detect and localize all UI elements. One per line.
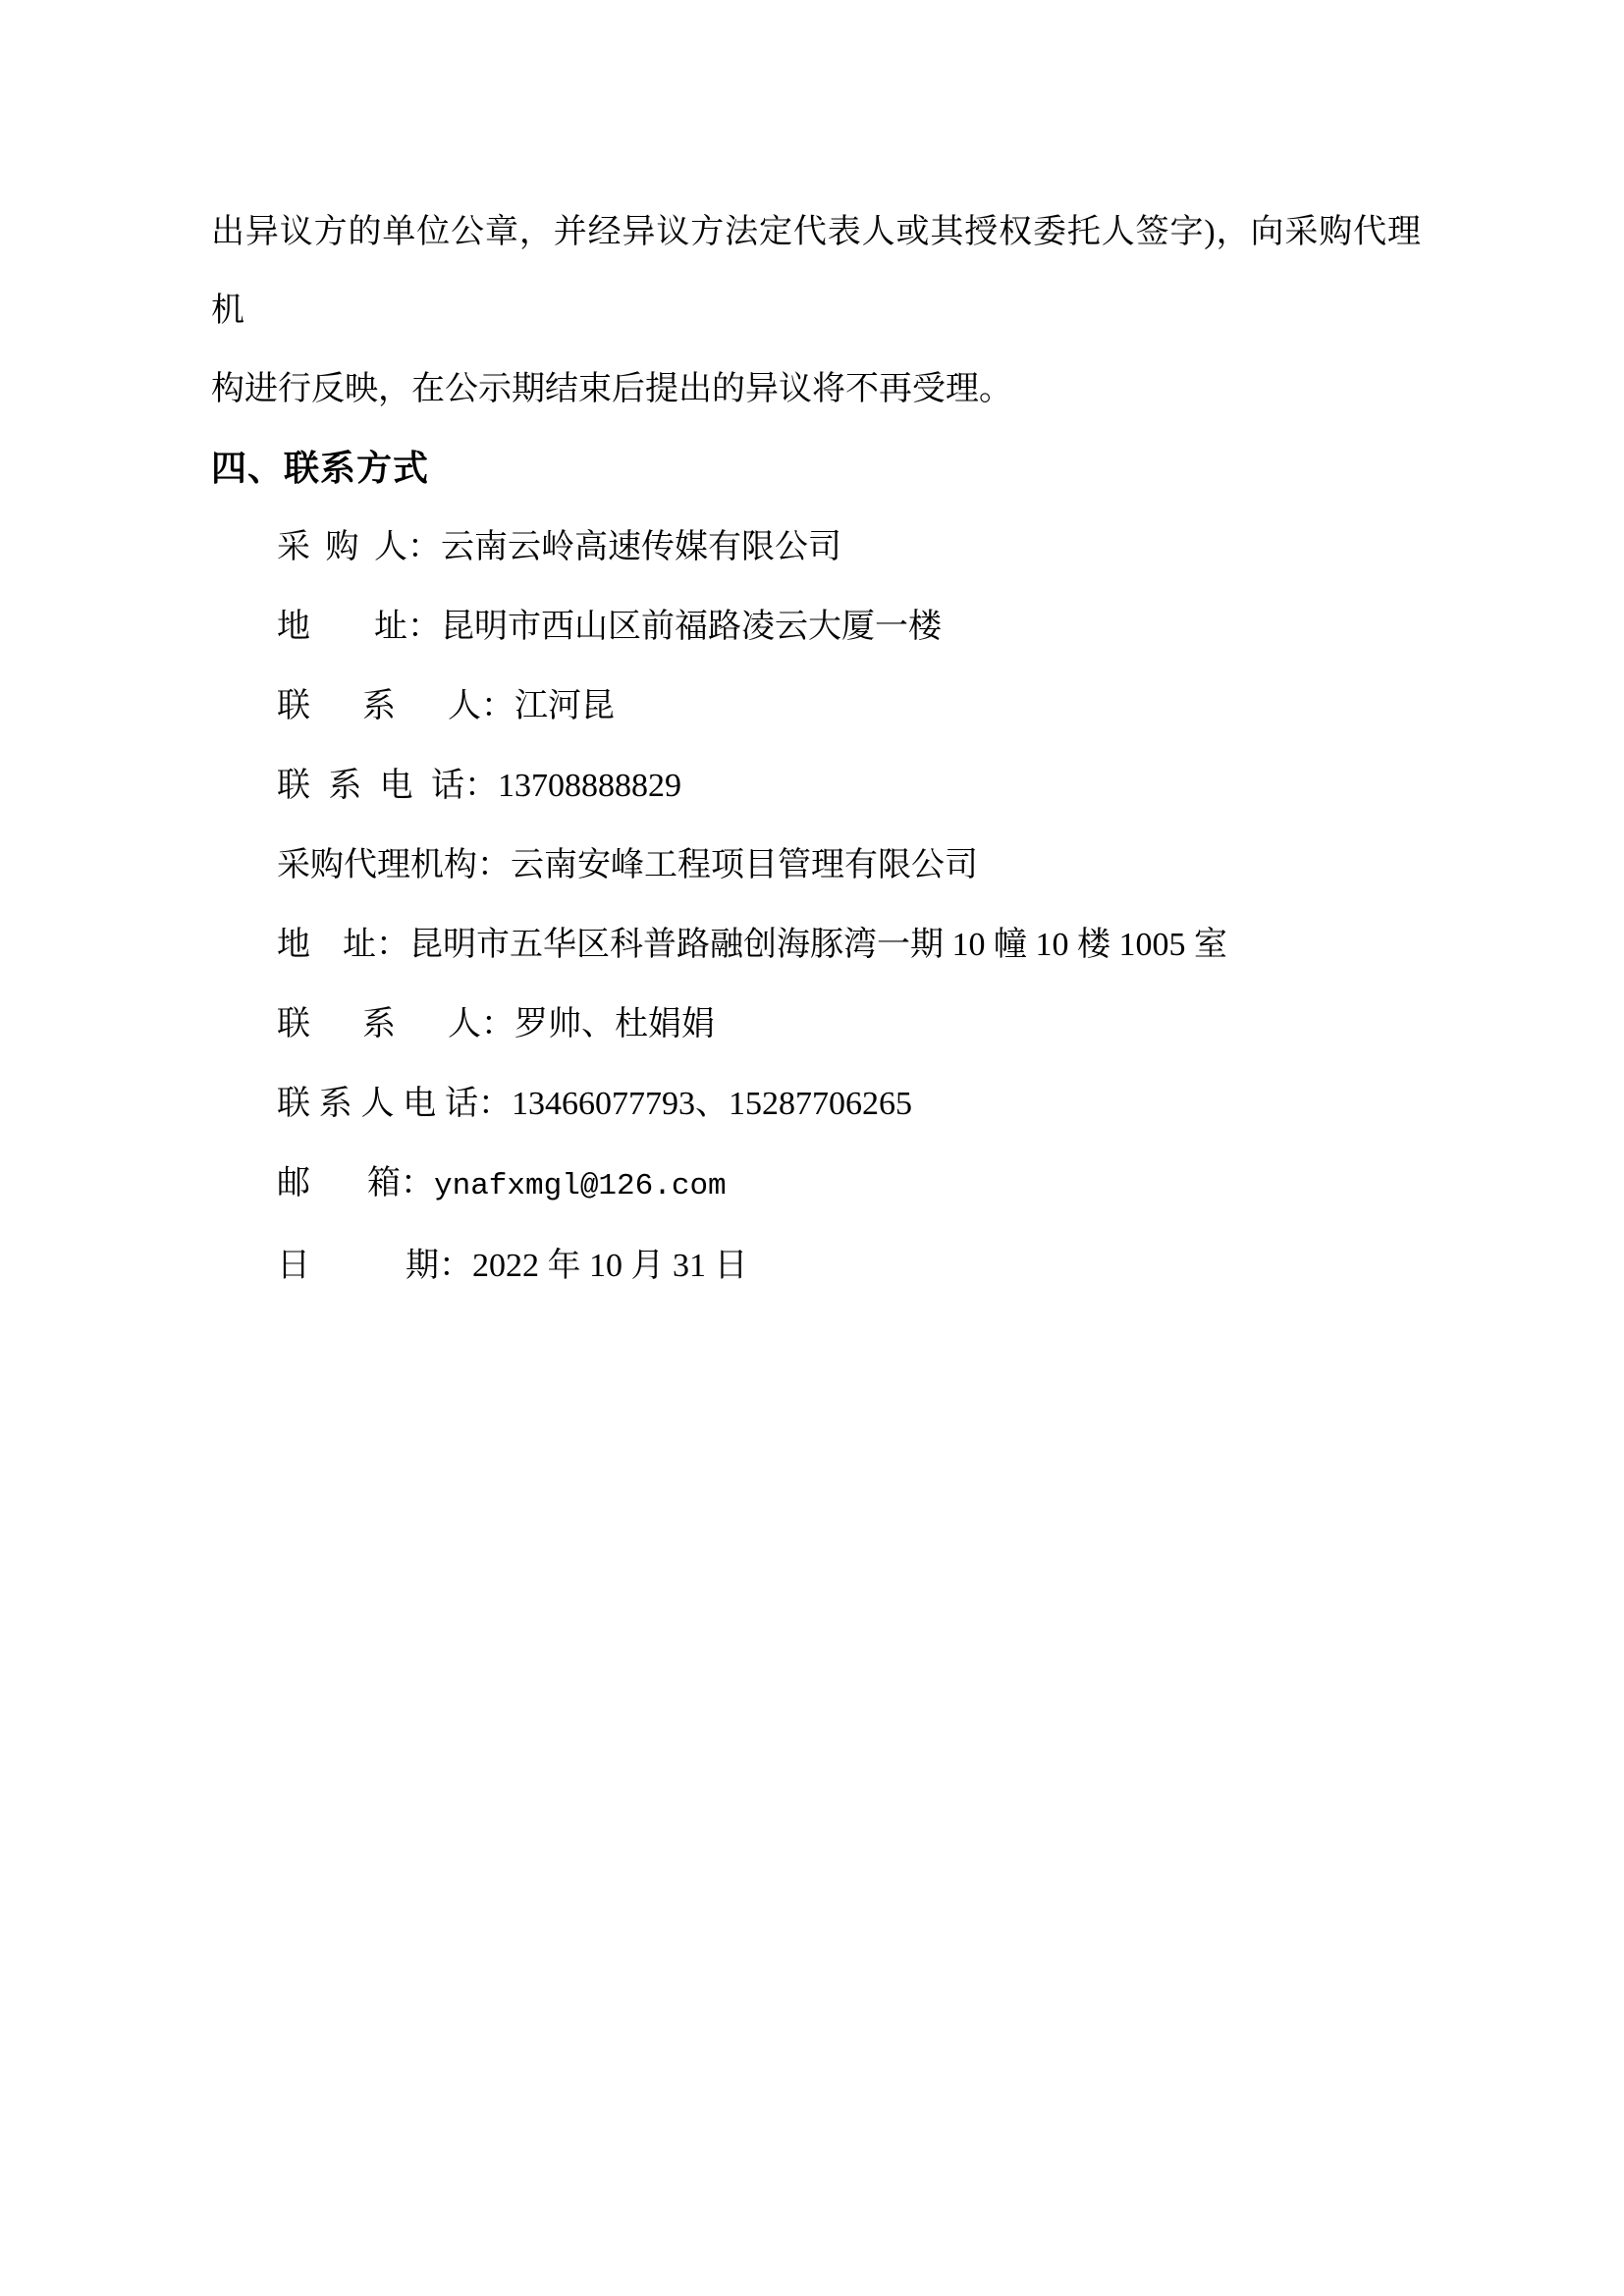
contact-label: 采购代理机构 bbox=[277, 847, 477, 883]
document-content bbox=[211, 193, 1421, 1306]
contact-value: 江河昆 bbox=[514, 688, 615, 724]
contact-colon: ： bbox=[407, 609, 441, 645]
contact-label: 采购人 bbox=[277, 529, 407, 565]
contact-colon: ： bbox=[477, 847, 511, 883]
contact-label: 联系人电话 bbox=[277, 1086, 478, 1122]
contact-value: 云南安峰工程项目管理有限公司 bbox=[511, 847, 978, 883]
contact-line bbox=[277, 826, 1421, 905]
paragraph-line-1: 出异议方的单位公章，并经异议方法定代表人或其授权委托人签字)，向采购代理机 bbox=[211, 214, 1421, 329]
contact-colon: ： bbox=[481, 688, 514, 724]
contact-value: 2022 年 10 月 31 日 bbox=[472, 1248, 748, 1284]
contact-line bbox=[277, 587, 1421, 667]
contact-line bbox=[277, 985, 1421, 1064]
contact-value: ynafxmgl@126.com bbox=[434, 1169, 727, 1203]
contact-line bbox=[277, 1064, 1421, 1144]
contact-label: 日期 bbox=[277, 1248, 439, 1284]
contact-list bbox=[211, 507, 1421, 1306]
contact-label: 地址 bbox=[277, 927, 376, 963]
contact-label: 联系电话 bbox=[277, 768, 464, 804]
section-heading-contact-info: 四、联系方式 bbox=[211, 448, 430, 488]
paragraph-line-2: 构进行反映，在公示期结束后提出的异议将不再受理。 bbox=[211, 371, 1012, 407]
contact-colon: ： bbox=[439, 1248, 472, 1284]
contact-value: 罗帅、杜娟娟 bbox=[514, 1006, 715, 1042]
contact-line bbox=[277, 507, 1421, 587]
contact-label: 联系人 bbox=[277, 1006, 481, 1042]
contact-colon: ： bbox=[478, 1086, 512, 1122]
contact-value: 昆明市西山区前福路凌云大厦一楼 bbox=[441, 609, 942, 645]
contact-colon: ： bbox=[464, 768, 498, 804]
contact-line bbox=[277, 746, 1421, 826]
contact-value: 13708888829 bbox=[498, 768, 681, 804]
contact-value: 云南云岭高速传媒有限公司 bbox=[441, 529, 841, 565]
contact-line bbox=[277, 667, 1421, 746]
contact-value: 13466077793、15287706265 bbox=[512, 1086, 912, 1122]
contact-colon: ： bbox=[481, 1006, 514, 1042]
contact-label: 联系人 bbox=[277, 688, 481, 724]
contact-line bbox=[277, 1144, 1421, 1226]
contact-colon: ： bbox=[407, 529, 441, 565]
contact-line bbox=[277, 1226, 1421, 1306]
contact-label: 地址 bbox=[277, 609, 407, 645]
contact-colon: ： bbox=[376, 927, 409, 963]
contact-colon: ： bbox=[401, 1165, 434, 1201]
contact-label: 邮箱 bbox=[277, 1165, 401, 1201]
contact-value: 昆明市五华区科普路融创海豚湾一期 10 幢 10 楼 1005 室 bbox=[409, 927, 1227, 963]
contact-line bbox=[277, 905, 1421, 985]
